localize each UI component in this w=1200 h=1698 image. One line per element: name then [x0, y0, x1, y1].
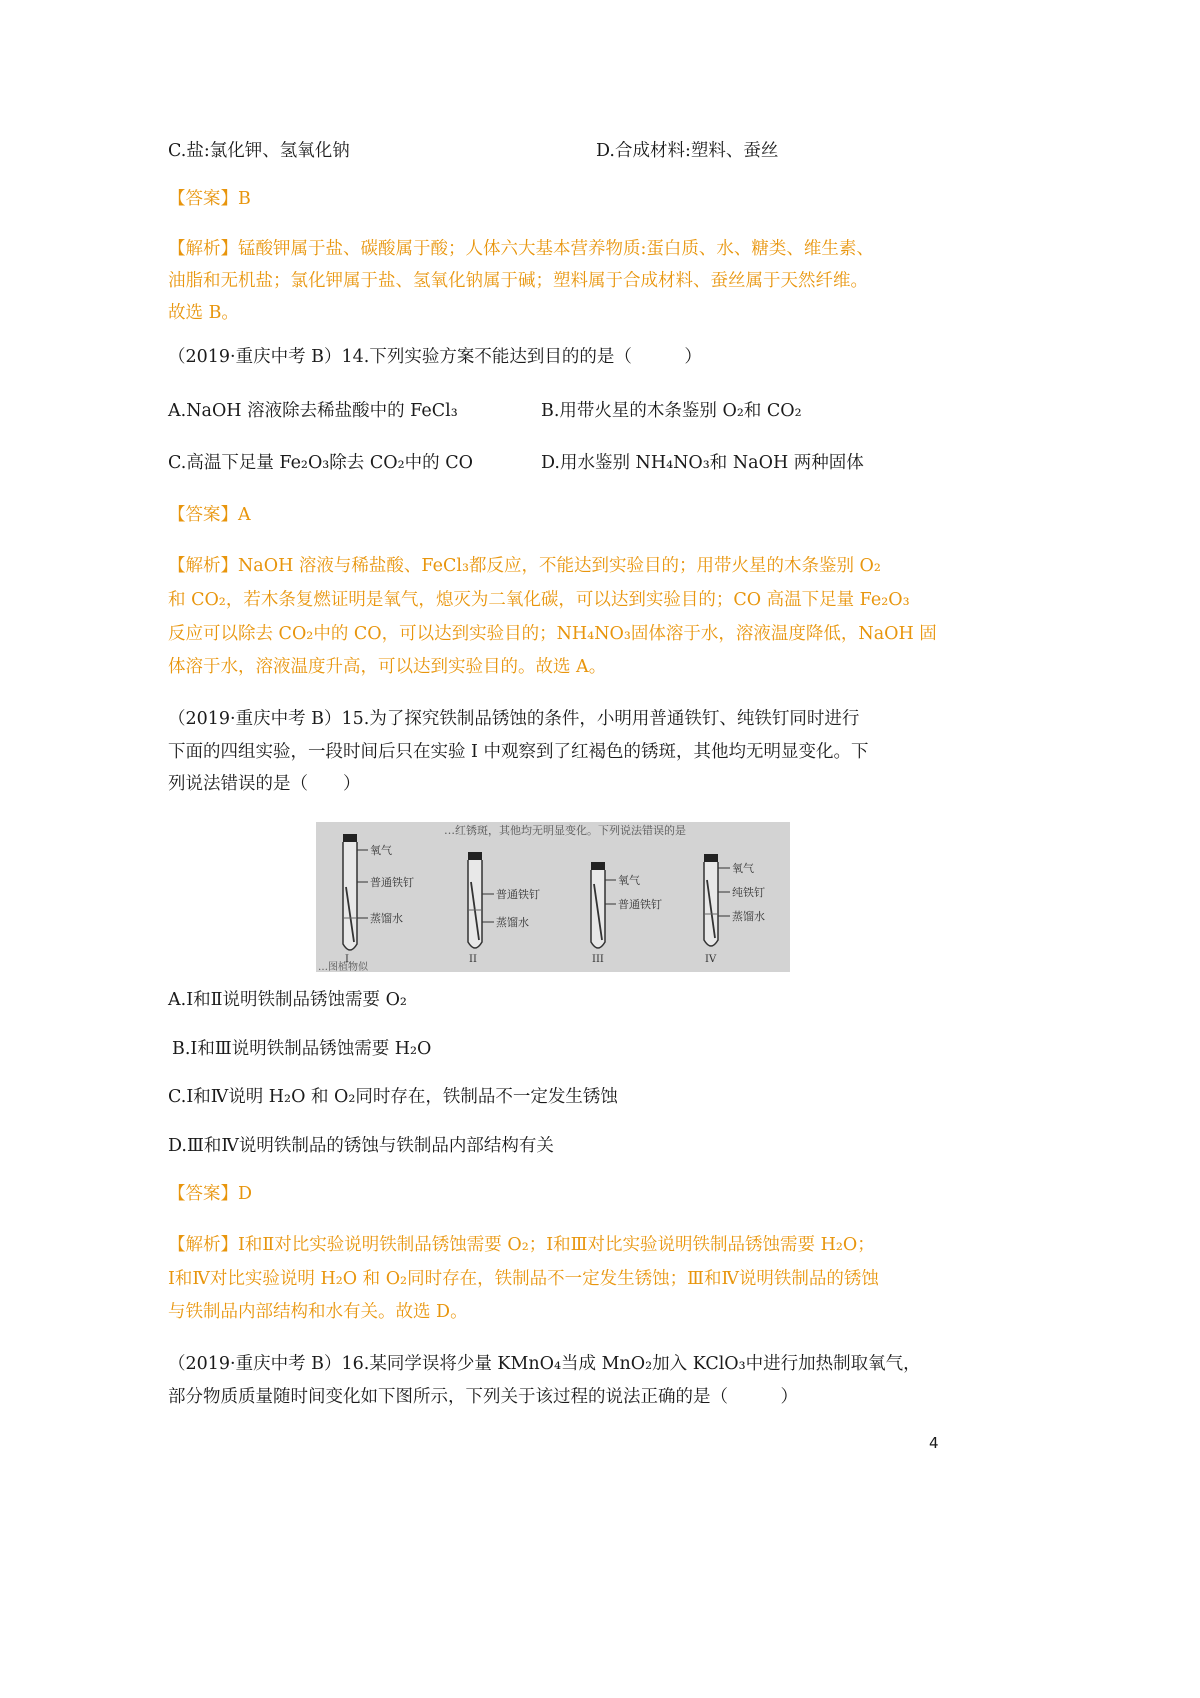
q15-stem-line-2: 下面的四组实验，一段时间后只在实验 I 中观察到了红褐色的锈斑，其他均无明显变化。下 — [168, 742, 869, 762]
tube-3-numeral: III — [592, 954, 604, 965]
q15-analysis-line-3: 与铁制品内部结构和水有关。故选 D。 — [168, 1302, 468, 1322]
q14-option-c: C.高温下足量 Fe₂O₃除去 CO₂中的 CO — [168, 453, 473, 473]
q14-stem: （2019·重庆中考 B）14.下列实验方案不能达到目的的是（ ） — [168, 347, 702, 367]
figure-bottom-caption: …图植物似 — [318, 962, 368, 972]
q13-analysis-line-3: 故选 B。 — [168, 303, 239, 323]
q14-analysis-line-2: 和 CO₂，若木条复燃证明是氧气，熄灭为二氧化碳，可以达到实验目的；CO 高温下足量 Fe₂O₃ — [168, 590, 910, 610]
q13-answer: 【答案】B — [168, 189, 251, 209]
q15-option-b: B.Ⅰ和Ⅲ说明铁制品锈蚀需要 H₂O — [172, 1039, 432, 1059]
tube-3-label-2: 普通铁钉 — [618, 898, 662, 911]
q14-answer: 【答案】A — [168, 505, 251, 525]
figure-top-caption: …红锈斑，其他均无明显变化。下列说法错误的是 — [444, 824, 686, 837]
tube-2-numeral: II — [469, 954, 477, 965]
tube-2-label-1: 普通铁钉 — [496, 888, 540, 901]
q15-analysis-line-1: 【解析】Ⅰ和Ⅱ对比实验说明铁制品锈蚀需要 O₂；Ⅰ和Ⅲ对比实验说明铁制品锈蚀需要 H₂O； — [168, 1235, 875, 1255]
q15-answer: 【答案】D — [168, 1184, 253, 1204]
q16-stem-line-2: 部分物质质量随时间变化如下图所示，下列关于该过程的说法正确的是（ ） — [168, 1387, 798, 1407]
q14-analysis-line-1: 【解析】NaOH 溶液与稀盐酸、FeCl₃都反应，不能达到实验目的；用带火星的木条鉴别 O₂ — [168, 556, 881, 576]
q15-option-c: C.Ⅰ和Ⅳ说明 H₂O 和 O₂同时存在，铁制品不一定发生锈蚀 — [168, 1087, 618, 1107]
q13-analysis-line-2: 油脂和无机盐；氯化钾属于盐、氢氧化钠属于碱；塑料属于合成材料、蚕丝属于天然纤维。 — [168, 271, 868, 291]
q13-analysis-line-1: 【解析】锰酸钾属于盐、碳酸属于酸；人体六大基本营养物质:蛋白质、水、糖类、维生素、 — [168, 239, 874, 259]
tube-4-label-1: 氧气 — [732, 862, 754, 875]
iron-rusting-experiment-figure — [316, 822, 790, 972]
q14-analysis-line-4: 体溶于水，溶液温度升高，可以达到实验目的。故选 A。 — [168, 657, 607, 677]
q15-option-a: A.Ⅰ和Ⅱ说明铁制品锈蚀需要 O₂ — [168, 990, 407, 1010]
q14-analysis-line-3: 反应可以除去 CO₂中的 CO，可以达到实验目的；NH₄NO₃固体溶于水，溶液温度降低，NaOH 固 — [168, 624, 937, 644]
tube-3-label-1: 氧气 — [618, 874, 640, 887]
q15-stem-line-1: （2019·重庆中考 B）15.为了探究铁制品锈蚀的条件，小明用普通铁钉、纯铁钉同时进行 — [168, 709, 860, 729]
tube-4-label-3: 蒸馏水 — [732, 910, 765, 923]
tube-1-label-3: 蒸馏水 — [370, 912, 403, 925]
q15-analysis-line-2: Ⅰ和Ⅳ对比实验说明 H₂O 和 O₂同时存在，铁制品不一定发生锈蚀；Ⅲ和Ⅳ说明铁制品的锈蚀 — [168, 1269, 879, 1289]
q15-stem-line-3: 列说法错误的是（ ） — [168, 774, 361, 794]
q14-option-a: A.NaOH 溶液除去稀盐酸中的 FeCl₃ — [168, 401, 458, 421]
tube-1-numeral: I — [345, 954, 349, 965]
q14-option-d: D.用水鉴别 NH₄NO₃和 NaOH 两种固体 — [541, 453, 864, 473]
q16-stem-line-1: （2019·重庆中考 B）16.某同学误将少量 KMnO₄当成 MnO₂加入 KClO₃中进行加热制取氧气， — [168, 1354, 921, 1374]
q13-option-d: D.合成材料:塑料、蚕丝 — [596, 141, 779, 161]
tube-1-label-2: 普通铁钉 — [370, 876, 414, 889]
q13-option-c: C.盐:氯化钾、氢氧化钠 — [168, 141, 350, 161]
tube-2-label-2: 蒸馏水 — [496, 916, 529, 929]
tube-1-label-1: 氧气 — [370, 844, 392, 857]
q14-option-b: B.用带火星的木条鉴别 O₂和 CO₂ — [541, 401, 802, 421]
q15-option-d: D.Ⅲ和Ⅳ说明铁制品的锈蚀与铁制品内部结构有关 — [168, 1136, 554, 1156]
tube-4-label-2: 纯铁钉 — [732, 886, 765, 899]
page-number: 4 — [929, 1434, 939, 1452]
tube-4-numeral: IV — [705, 954, 717, 965]
